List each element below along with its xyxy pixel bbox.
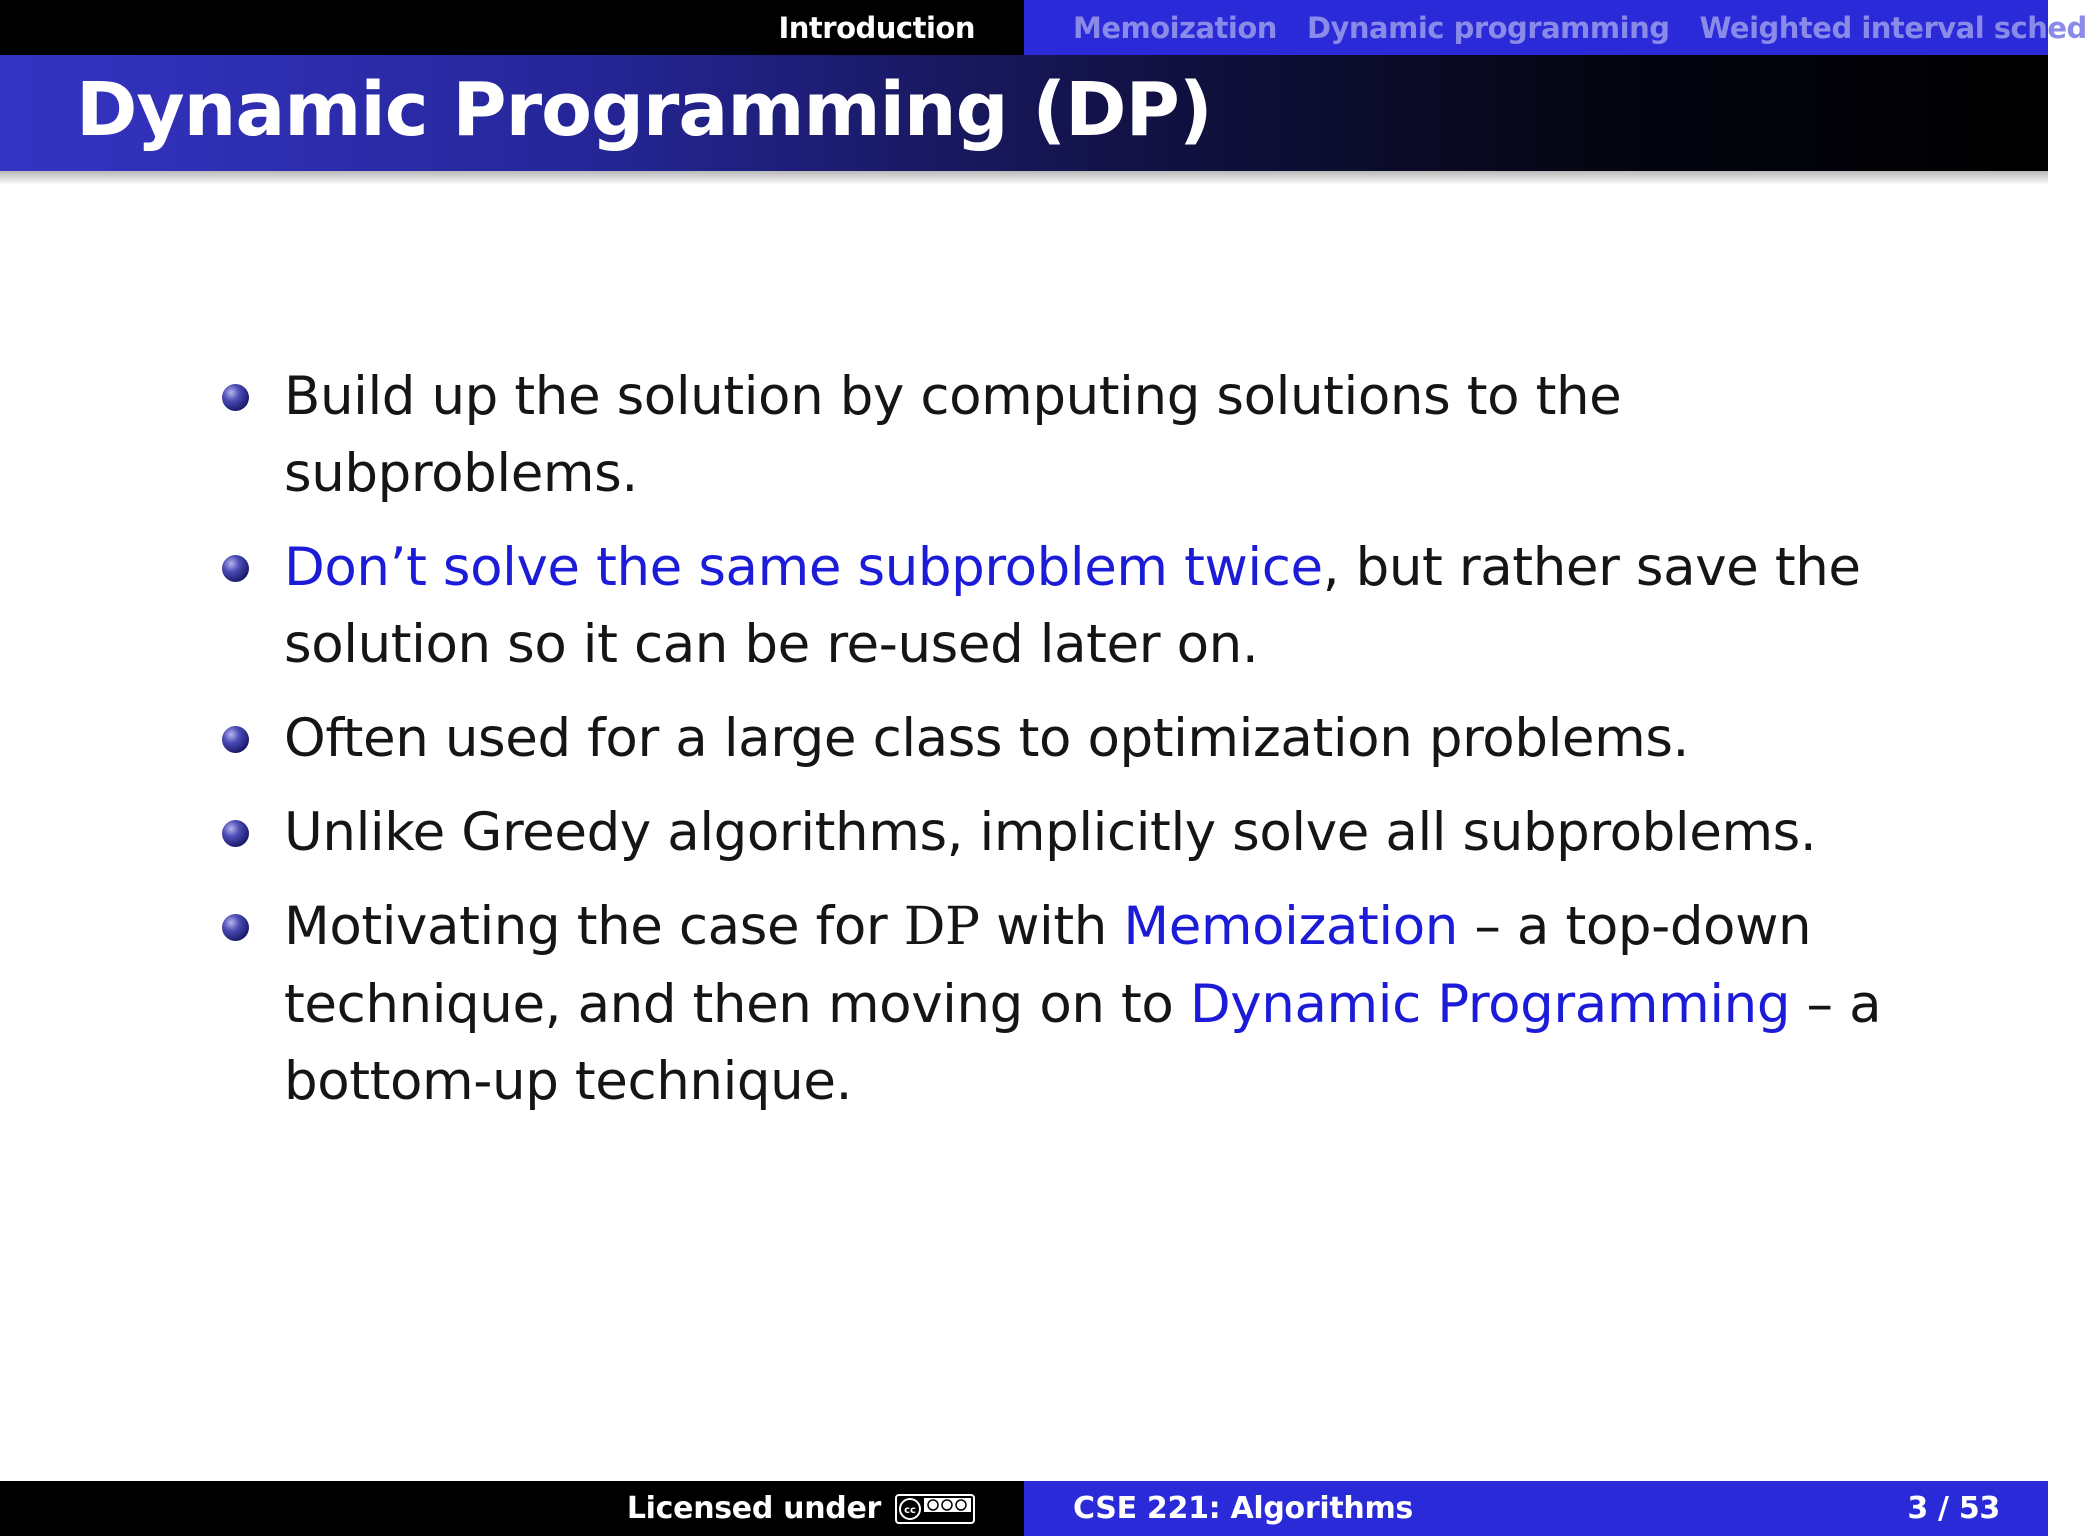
bullet-item (222, 794, 1882, 871)
license-label: Licensed under (626, 1491, 881, 1526)
math-dp: DP (903, 897, 980, 957)
bullet-item (222, 358, 1882, 512)
footer (0, 1481, 2048, 1536)
bullet-text (284, 888, 1882, 1120)
bullet-item (222, 700, 1882, 777)
bullet-text-part: with (979, 896, 1124, 957)
bullet-ball-icon (222, 820, 249, 847)
nav-right-panel (1024, 0, 2087, 55)
bullet-ball-icon (222, 384, 249, 411)
nav-introduction[interactable]: Introduction (778, 10, 975, 45)
bullet-text: Build up the solution by computing solutions to the subproblems. (284, 366, 1622, 504)
footer-left-panel (0, 1481, 1024, 1536)
highlighted-phrase: Don’t solve the same subproblem twice (284, 537, 1323, 598)
bullet-ball-icon (222, 726, 249, 753)
nav-weighted-interval-scheduling[interactable]: Weighted interval sched (1699, 10, 2087, 45)
slide-title: Dynamic Programming (DP) (76, 67, 1212, 153)
memoization-link[interactable]: Memoization (1123, 896, 1458, 957)
bullet-item (222, 529, 1882, 683)
section-navigation (0, 0, 2087, 55)
nav-dynamic-programming[interactable]: Dynamic programming (1306, 10, 1670, 45)
page-number: 3 / 53 (1907, 1491, 2000, 1526)
bullet-list (222, 358, 1882, 1137)
nav-memoization[interactable]: Memoization (1073, 10, 1277, 45)
bullet-text: Often used for a large class to optimization problems. (284, 708, 1690, 769)
bullet-text (284, 529, 1882, 683)
dynamic-programming-link[interactable]: Dynamic Programming (1189, 974, 1791, 1035)
course-title: CSE 221: Algorithms (1073, 1491, 1413, 1526)
bullet-text: Unlike Greedy algorithms, implicitly solve all subproblems. (284, 802, 1817, 863)
title-bar-shadow (0, 171, 2048, 185)
bullet-item (222, 888, 1882, 1120)
bullet-text-part: – a top-down technique, and then moving on to (284, 896, 1812, 1035)
nav-left-panel (0, 0, 1024, 55)
footer-right-panel (1024, 1481, 2048, 1536)
creative-commons-icon[interactable] (895, 1494, 975, 1524)
bullet-ball-icon (222, 914, 249, 941)
bullet-ball-icon (222, 555, 249, 582)
bullet-text-rest: , but rather save the solution so it can be re-used later on. (284, 537, 1861, 675)
bullet-text-part: Motivating the case for (284, 896, 904, 957)
svg-text:cc: cc (904, 1504, 916, 1516)
bullet-text-part: – a bottom-up technique. (284, 974, 1882, 1112)
